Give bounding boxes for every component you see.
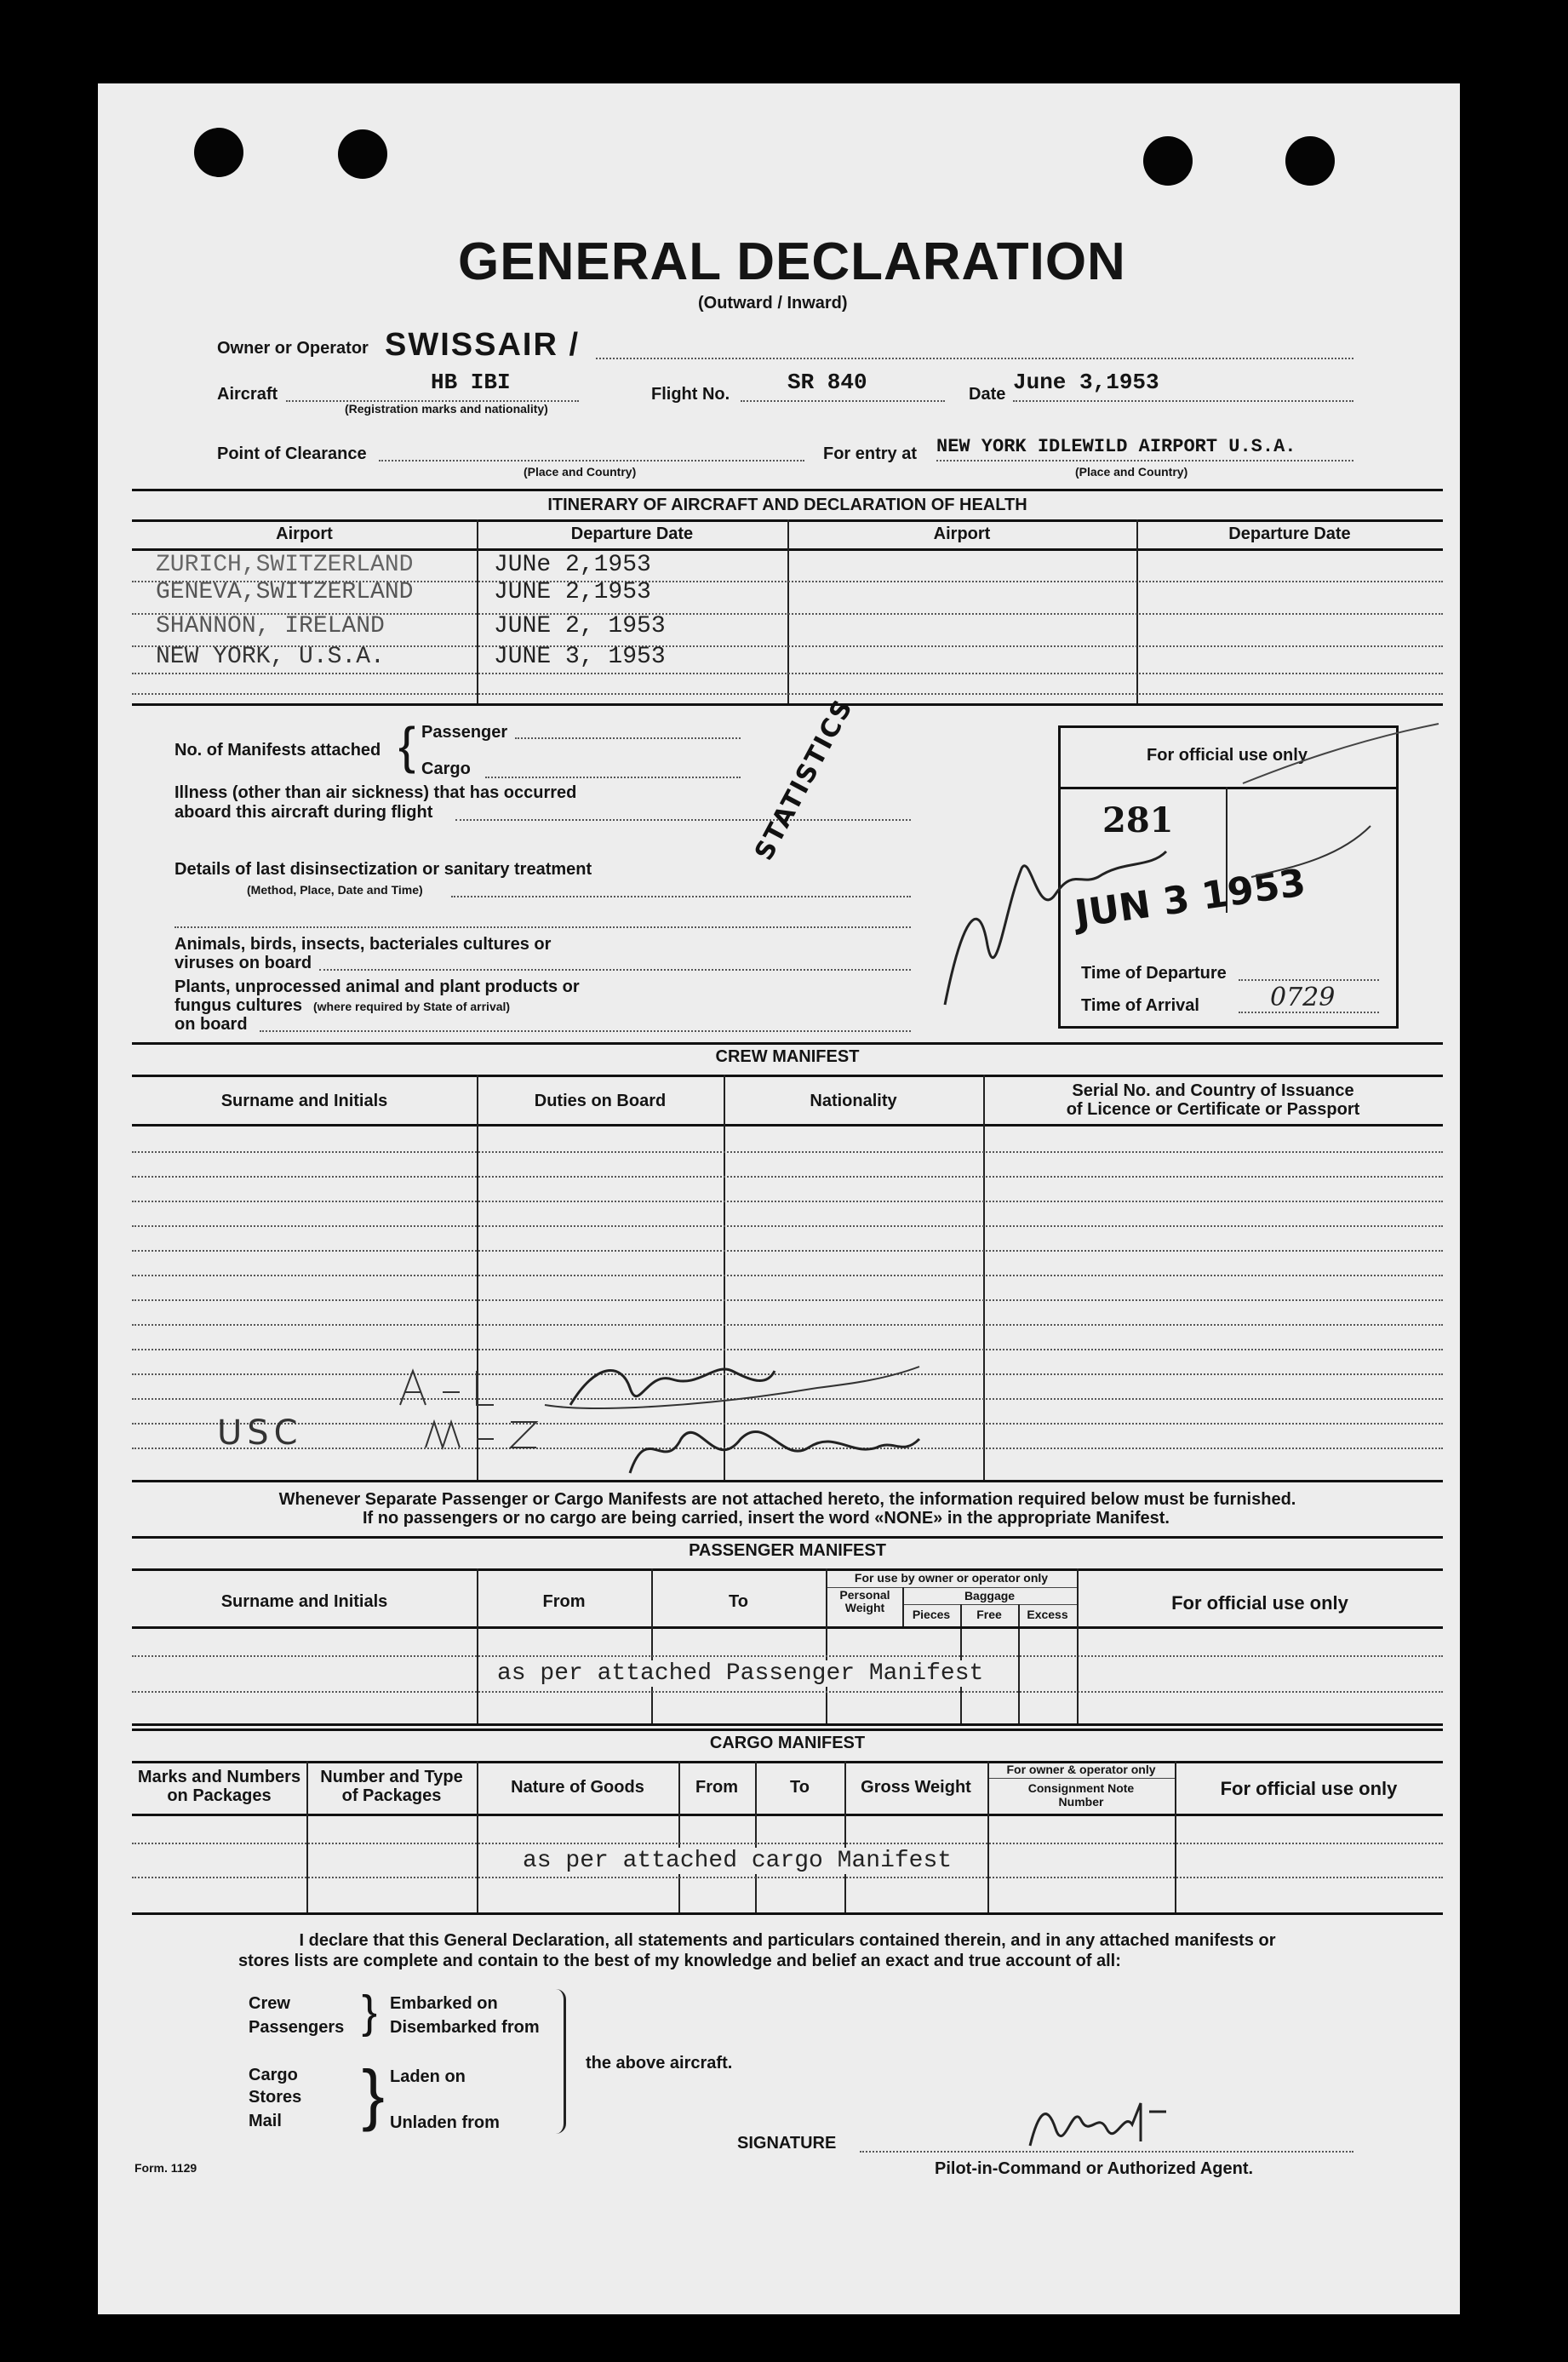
cargo-owner-rule — [987, 1778, 1175, 1779]
cargo-col-number-1: Number and Type — [320, 1768, 463, 1786]
itinerary-col-date-1: Departure Date — [570, 525, 694, 543]
cargo-col-owner: For owner & operator only — [1006, 1763, 1156, 1776]
date-value: June 3,1953 — [1013, 370, 1159, 395]
crew-dotted-row — [132, 1201, 1443, 1202]
punch-hole-far-right — [1285, 136, 1335, 186]
flight-value: SR 840 — [787, 370, 867, 395]
passenger-col-pieces: Pieces — [912, 1608, 951, 1621]
itinerary-col-airport-1: Airport — [276, 525, 333, 543]
cargo-bottom-rule — [132, 1912, 1443, 1915]
date-label: Date — [969, 385, 1006, 404]
statistics-stamp: STATISTICS — [749, 693, 860, 866]
passenger-col-rule — [132, 1626, 1443, 1629]
illness-label-1: Illness (other than air sickness) that has occurred — [175, 783, 577, 802]
itinerary-col-date-2: Departure Date — [1228, 525, 1351, 543]
declaration-passengers: Passengers — [249, 2018, 345, 2037]
cargo-divider-1 — [306, 1761, 308, 1914]
crew-col-nationality: Nationality — [810, 1092, 897, 1110]
crew-col-duties: Duties on Board — [534, 1092, 667, 1110]
crew-note-2: If no passengers or no cargo are being carried, insert the word «NONE» in the appropriate Manifest. — [363, 1509, 1170, 1528]
cargo-col-from: From — [695, 1778, 738, 1797]
crew-dotted-row — [132, 1151, 1443, 1153]
crew-divider-3 — [983, 1075, 985, 1482]
cargo-col-marks-1: Marks and Numbers — [137, 1768, 301, 1786]
passenger-divider-4 — [1077, 1568, 1079, 1725]
flight-line — [741, 400, 945, 402]
itinerary-row-3-airport: SHANNON, IRELAND — [156, 613, 385, 639]
itinerary-row-3-date: JUNE 2, 1953 — [494, 613, 666, 639]
official-handwriting-icon — [928, 817, 1439, 1073]
cargo-divider-3 — [678, 1761, 680, 1914]
itinerary-row-4-date: JUNE 3, 1953 — [494, 644, 666, 670]
declaration-line-1: I declare that this General Declaration, all statements and particulars contained therein, and in any attached manifests or — [299, 1931, 1276, 1950]
plants-note: (where required by State of arrival) — [313, 1000, 511, 1013]
animals-line — [319, 969, 911, 971]
declaration-line-2: stores lists are complete and contain to the best of my knowledge and belief an exact and true account of all: — [238, 1952, 1121, 1970]
entry-note: (Place and Country) — [1075, 465, 1188, 479]
crew-handwriting-icon — [375, 1354, 970, 1490]
cargo-divider-7 — [1175, 1761, 1176, 1914]
punch-hole-right — [1143, 136, 1193, 186]
declaration-disembarked: Disembarked from — [390, 2018, 540, 2037]
passenger-col-owner: For use by owner or operator only — [854, 1571, 1049, 1585]
cargo-col-nature: Nature of Goods — [511, 1778, 644, 1797]
crew-dotted-row — [132, 1299, 1443, 1301]
declaration-mail: Mail — [249, 2112, 282, 2130]
cargo-divider-5 — [844, 1761, 846, 1914]
itinerary-divider-2 — [787, 519, 789, 705]
animals-label-1: Animals, birds, insects, bacteriales cultures or — [175, 935, 552, 954]
itinerary-top-rule — [132, 489, 1443, 491]
passenger-col-baggage: Baggage — [964, 1589, 1016, 1602]
cargo-label: Cargo — [421, 760, 471, 778]
crew-col-rule — [132, 1124, 1443, 1127]
declaration-brace-icon: } — [362, 1986, 378, 2038]
declaration-laden: Laden on — [390, 2067, 466, 2086]
passenger-free-divider — [1018, 1604, 1020, 1725]
clearance-line — [379, 460, 804, 462]
manifests-label: No. of Manifests attached — [175, 741, 381, 760]
itinerary-divider-3 — [1136, 519, 1138, 705]
cargo-col-number-2: of Packages — [341, 1786, 442, 1805]
manifests-brace-icon: { — [398, 717, 416, 774]
crew-col-serial-2: of Licence or Certificate or Passport — [1066, 1100, 1360, 1119]
declaration-bracket-icon — [552, 1989, 566, 2134]
cargo-header-rule — [132, 1761, 1443, 1763]
cargo-dotted-row — [132, 1877, 1443, 1878]
passenger-heading: PASSENGER MANIFEST — [689, 1541, 886, 1560]
declaration-unladen: Unladen from — [390, 2113, 500, 2132]
declaration-stores: Stores — [249, 2088, 302, 2107]
punch-hole-mid — [338, 129, 387, 179]
crew-handwritten-usc: USC — [217, 1413, 303, 1453]
crew-heading: CREW MANIFEST — [715, 1047, 860, 1066]
cargo-col-official: For official use only — [1220, 1778, 1398, 1799]
entry-label: For entry at — [823, 444, 918, 463]
declaration-cargo: Cargo — [249, 2066, 298, 2084]
passenger-baggage-rule — [902, 1604, 1077, 1605]
flight-label: Flight No. — [651, 385, 730, 404]
document-page — [98, 83, 1460, 2314]
pilot-label: Pilot-in-Command or Authorized Agent. — [935, 2159, 1254, 2178]
crew-dotted-row — [132, 1176, 1443, 1178]
form-number: Form. 1129 — [134, 2161, 197, 2175]
clearance-note: (Place and Country) — [524, 465, 637, 479]
itinerary-row-4-airport: NEW YORK, U.S.A. — [156, 644, 385, 670]
form-subtitle: (Outward / Inward) — [698, 294, 848, 312]
declaration-brace-icon-2: } — [362, 2056, 385, 2132]
passenger-weight-divider — [902, 1587, 904, 1626]
plants-line — [260, 1030, 911, 1032]
aircraft-value: HB IBI — [431, 370, 511, 395]
passenger-col-excess: Excess — [1027, 1608, 1068, 1621]
disinsect-note: (Method, Place, Date and Time) — [247, 883, 423, 897]
cargo-col-consignment-2: Number — [1058, 1795, 1104, 1809]
date-line — [1013, 400, 1353, 402]
cargo-col-weight: Gross Weight — [861, 1778, 971, 1797]
itinerary-dotted-row — [132, 673, 1443, 674]
passenger-col-to: To — [729, 1592, 748, 1611]
owner-line — [596, 358, 1353, 359]
plants-label-2: fungus cultures — [175, 996, 303, 1015]
date-stamp: JUN 3 1953 — [1072, 861, 1308, 937]
crew-dotted-row — [132, 1250, 1443, 1252]
itinerary-col-airport-2: Airport — [933, 525, 991, 543]
aircraft-label: Aircraft — [217, 385, 278, 404]
itinerary-row-2-date: JUNE 2,1953 — [494, 579, 651, 605]
illness-line — [455, 819, 911, 821]
cargo-typed-note: as per attached cargo Manifest — [519, 1848, 955, 1874]
passenger-bottom-rule — [132, 1723, 1443, 1726]
passenger-divider-1 — [477, 1568, 478, 1725]
passenger-top-rule — [132, 1536, 1443, 1539]
cargo-col-consignment-1: Consignment Note — [1027, 1781, 1135, 1795]
arrival-time-value: 0729 — [1270, 983, 1336, 1012]
owner-value: SWISSAIR / — [385, 327, 581, 363]
punch-hole-left — [194, 128, 243, 177]
declaration-crew: Crew — [249, 1994, 290, 2013]
itinerary-row-2-airport: GENEVA,SWITZERLAND — [156, 579, 414, 605]
cargo-divider-6 — [987, 1761, 989, 1914]
aircraft-note: (Registration marks and nationality) — [345, 402, 548, 416]
official-use-heading: For official use only — [1147, 746, 1308, 765]
declaration-embarked: Embarked on — [390, 1994, 498, 2013]
passenger-manifest-line — [515, 737, 741, 739]
signature-handwriting-icon — [1021, 2078, 1192, 2163]
crew-dotted-row — [132, 1275, 1443, 1276]
crew-col-surname: Surname and Initials — [220, 1092, 388, 1110]
cargo-divider-4 — [755, 1761, 757, 1914]
passenger-col-free: Free — [976, 1608, 1002, 1621]
form-title: GENERAL DECLARATION — [458, 232, 1126, 291]
itinerary-dotted-row — [132, 693, 1443, 695]
crew-top-rule — [132, 1042, 1443, 1045]
passenger-col-weight: Personal Weight — [839, 1588, 890, 1614]
passenger-dotted-row — [132, 1691, 1443, 1693]
passenger-col-from: From — [542, 1592, 586, 1611]
plants-label-3: on board — [175, 1015, 248, 1034]
passenger-col-surname: Surname and Initials — [220, 1592, 388, 1611]
itinerary-bottom-rule — [132, 703, 1443, 706]
itinerary-heading: ITINERARY OF AIRCRAFT AND DECLARATION OF HEALTH — [547, 496, 1027, 514]
crew-note-1: Whenever Separate Passenger or Cargo Manifests are not attached hereto, the information required below must be furnished. — [278, 1490, 1296, 1509]
cargo-top-rule — [132, 1729, 1443, 1731]
disinsect-line-2 — [175, 926, 911, 928]
passenger-col-official: For official use only — [1171, 1592, 1348, 1614]
plants-label-1: Plants, unprocessed animal and plant products or — [175, 977, 580, 996]
official-number: 281 — [1102, 800, 1174, 840]
passenger-typed-note: as per attached Passenger Manifest — [494, 1660, 987, 1687]
cargo-col-rule — [132, 1814, 1443, 1816]
itinerary-divider-1 — [477, 519, 478, 705]
cargo-col-marks-2: on Packages — [167, 1786, 272, 1805]
passenger-divider-2 — [651, 1568, 653, 1725]
cargo-heading: CARGO MANIFEST — [709, 1734, 866, 1752]
itinerary-row-1-date: JUNe 2,1953 — [494, 552, 651, 578]
animals-label-2: viruses on board — [175, 954, 312, 972]
disinsect-line-1 — [451, 896, 911, 897]
declaration-above: the above aircraft. — [586, 2054, 733, 2072]
entry-line — [936, 460, 1353, 462]
crew-header-rule — [132, 1075, 1443, 1077]
cargo-col-to: To — [790, 1778, 810, 1797]
cargo-manifest-line — [485, 777, 741, 778]
cargo-dotted-row — [132, 1843, 1443, 1844]
arrival-time-label: Time of Arrival — [1081, 996, 1199, 1015]
crew-dotted-row — [132, 1324, 1443, 1326]
passenger-divider-3 — [826, 1568, 827, 1725]
clearance-label: Point of Clearance — [217, 444, 367, 463]
crew-dotted-row — [132, 1349, 1443, 1350]
signature-label: SIGNATURE — [737, 2134, 837, 2153]
passenger-label: Passenger — [421, 723, 508, 742]
passenger-header-rule — [132, 1568, 1443, 1571]
entry-value: NEW YORK IDLEWILD AIRPORT U.S.A. — [936, 436, 1296, 457]
crew-col-serial-1: Serial No. and Country of Issuance — [1072, 1081, 1354, 1100]
crew-dotted-row — [132, 1225, 1443, 1227]
disinsect-label: Details of last disinsectization or sanitary treatment — [175, 860, 592, 879]
cargo-divider-2 — [477, 1761, 478, 1914]
owner-label: Owner or Operator — [217, 339, 369, 358]
itinerary-row-1-airport: ZURICH,SWITZERLAND — [156, 552, 414, 578]
departure-time-label: Time of Departure — [1081, 964, 1227, 983]
passenger-dotted-row — [132, 1655, 1443, 1657]
illness-label-2: aboard this aircraft during flight — [175, 803, 433, 822]
